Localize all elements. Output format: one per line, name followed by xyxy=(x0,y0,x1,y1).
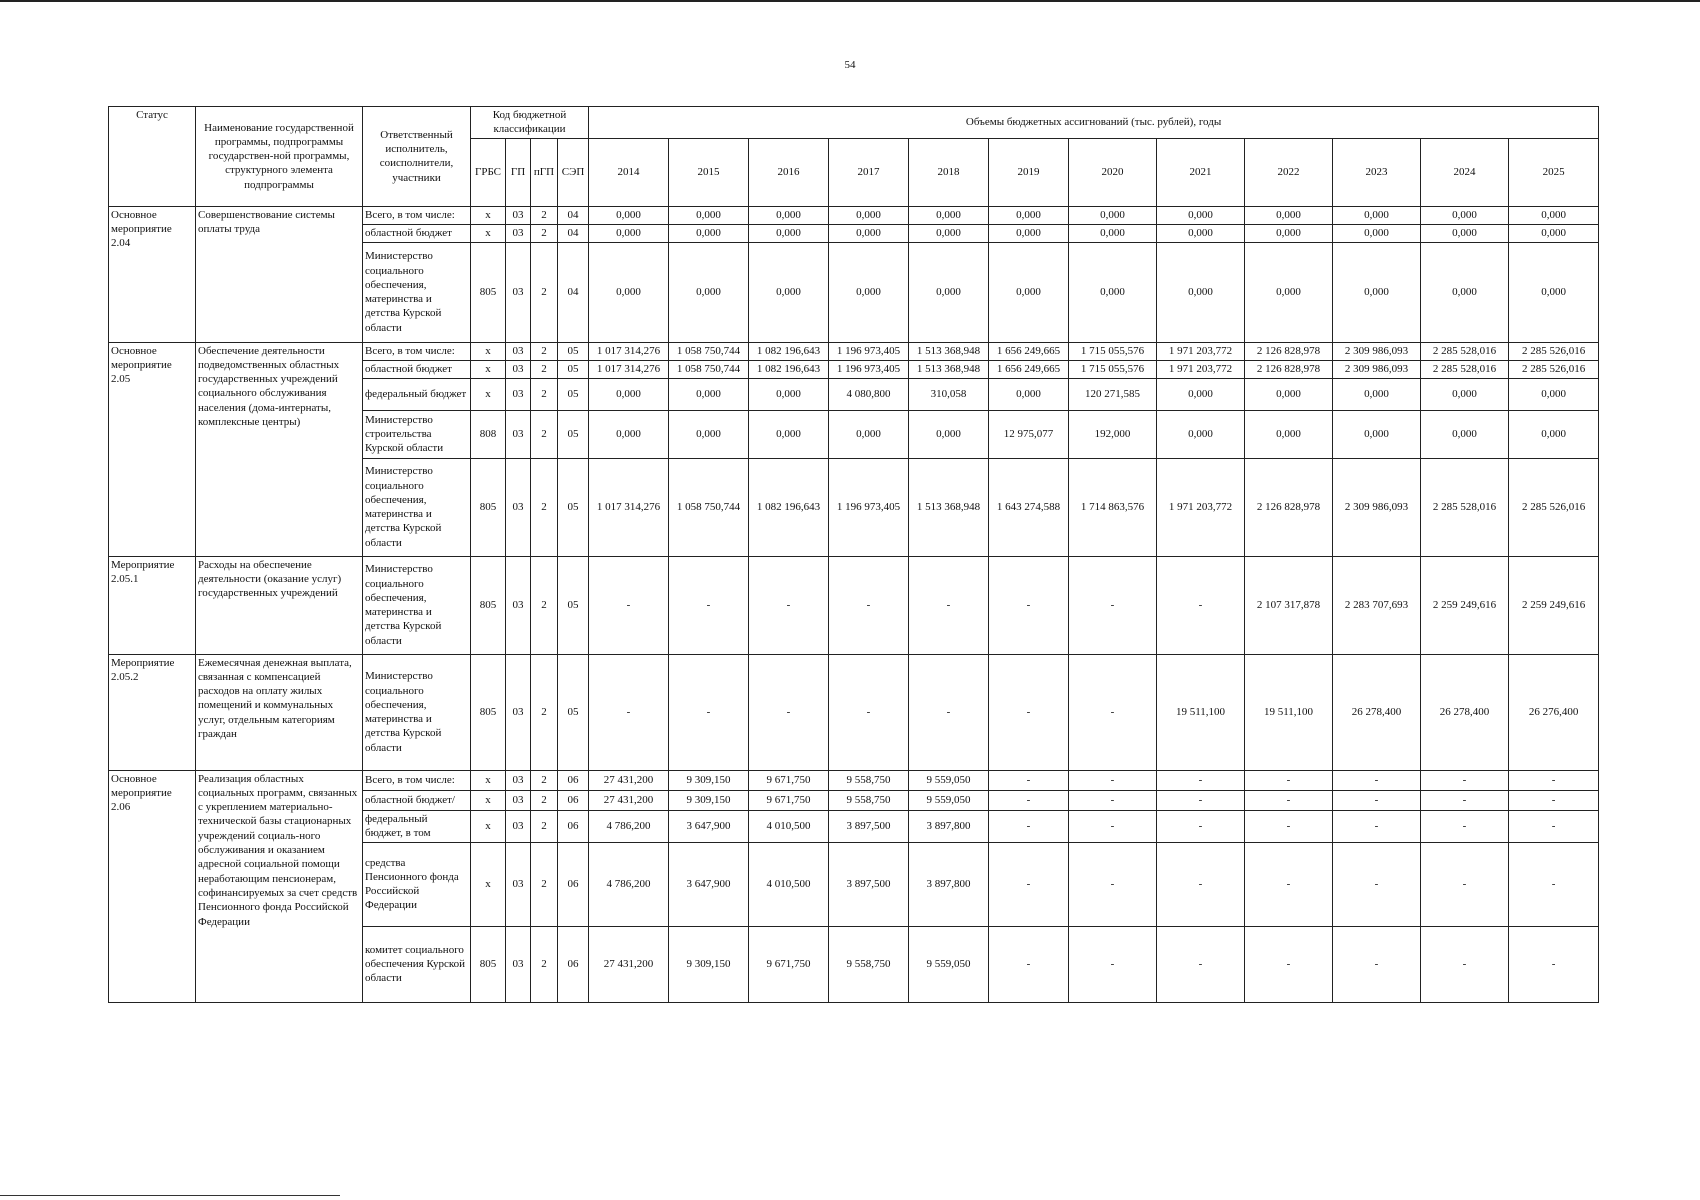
value-cell: 1 715 055,576 xyxy=(1069,342,1157,360)
header-year-5: 2019 xyxy=(989,138,1069,206)
value-cell: 1 656 249,665 xyxy=(989,342,1069,360)
header-code-3: СЭП xyxy=(558,138,589,206)
value-cell: 3 647,900 xyxy=(669,842,749,926)
header-status: Статус xyxy=(109,107,196,207)
value-cell: 0,000 xyxy=(749,206,829,224)
value-cell: - xyxy=(1421,926,1509,1002)
status-cell: Основное мероприятие 2.05 xyxy=(109,342,196,556)
value-cell: 2 285 526,016 xyxy=(1509,342,1599,360)
code-cell: 2 xyxy=(531,458,558,556)
code-cell: 805 xyxy=(471,458,506,556)
code-cell: 2 xyxy=(531,360,558,378)
header-year-3: 2017 xyxy=(829,138,909,206)
value-cell: 0,000 xyxy=(1509,410,1599,458)
code-cell: x xyxy=(471,810,506,842)
value-cell: 0,000 xyxy=(1245,224,1333,242)
code-cell: 03 xyxy=(506,410,531,458)
value-cell: 2 126 828,978 xyxy=(1245,458,1333,556)
value-cell: 0,000 xyxy=(1509,378,1599,410)
table-row xyxy=(109,770,1599,790)
table-row xyxy=(109,556,1599,654)
code-cell: 03 xyxy=(506,556,531,654)
code-cell: 04 xyxy=(558,224,589,242)
value-cell: 0,000 xyxy=(1421,206,1509,224)
value-cell: - xyxy=(1069,556,1157,654)
value-cell: 0,000 xyxy=(1245,206,1333,224)
value-cell: 1 196 973,405 xyxy=(829,360,909,378)
value-cell: 1 017 314,276 xyxy=(589,360,669,378)
executor-cell: Министерство социального обеспечения, материнства и детства Курской области xyxy=(363,242,471,342)
value-cell: 0,000 xyxy=(1245,242,1333,342)
value-cell: 1 971 203,772 xyxy=(1157,342,1245,360)
code-cell: 2 xyxy=(531,654,558,770)
value-cell: 0,000 xyxy=(589,242,669,342)
value-cell: 1 971 203,772 xyxy=(1157,360,1245,378)
value-cell: - xyxy=(1157,770,1245,790)
value-cell: 0,000 xyxy=(909,224,989,242)
code-cell: 06 xyxy=(558,926,589,1002)
value-cell: 1 058 750,744 xyxy=(669,458,749,556)
value-cell: 1 513 368,948 xyxy=(909,342,989,360)
value-cell: 0,000 xyxy=(989,378,1069,410)
value-cell: 0,000 xyxy=(589,410,669,458)
header-volumes: Объемы бюджетных ассигнований (тыс. рублей), годы xyxy=(589,107,1599,139)
value-cell: 0,000 xyxy=(1333,410,1421,458)
value-cell: 0,000 xyxy=(589,206,669,224)
executor-cell: Всего, в том числе: xyxy=(363,342,471,360)
value-cell: 4 786,200 xyxy=(589,842,669,926)
value-cell: 12 975,077 xyxy=(989,410,1069,458)
value-cell: - xyxy=(1333,842,1421,926)
code-cell: 03 xyxy=(506,224,531,242)
code-cell: 03 xyxy=(506,790,531,810)
code-cell: 06 xyxy=(558,770,589,790)
value-cell: 26 278,400 xyxy=(1421,654,1509,770)
code-cell: 05 xyxy=(558,654,589,770)
code-cell: x xyxy=(471,770,506,790)
code-cell: x xyxy=(471,378,506,410)
code-cell: x xyxy=(471,206,506,224)
value-cell: 310,058 xyxy=(909,378,989,410)
value-cell: - xyxy=(1069,926,1157,1002)
value-cell: 0,000 xyxy=(909,410,989,458)
executor-cell: Министерство социального обеспечения, материнства и детства Курской области xyxy=(363,556,471,654)
code-cell: x xyxy=(471,790,506,810)
table-row xyxy=(109,654,1599,770)
code-cell: 05 xyxy=(558,360,589,378)
code-cell: 03 xyxy=(506,360,531,378)
value-cell: 0,000 xyxy=(1157,378,1245,410)
value-cell: 0,000 xyxy=(989,224,1069,242)
code-cell: 805 xyxy=(471,556,506,654)
header-year-9: 2023 xyxy=(1333,138,1421,206)
code-cell: 805 xyxy=(471,654,506,770)
value-cell: 0,000 xyxy=(829,206,909,224)
value-cell: - xyxy=(989,654,1069,770)
value-cell: - xyxy=(1509,790,1599,810)
code-cell: 06 xyxy=(558,842,589,926)
value-cell: 0,000 xyxy=(1245,378,1333,410)
header-year-0: 2014 xyxy=(589,138,669,206)
code-cell: 2 xyxy=(531,810,558,842)
value-cell: - xyxy=(1069,810,1157,842)
value-cell: - xyxy=(749,556,829,654)
value-cell: 19 511,100 xyxy=(1157,654,1245,770)
value-cell: - xyxy=(1245,810,1333,842)
value-cell: 2 285 526,016 xyxy=(1509,360,1599,378)
code-cell: 805 xyxy=(471,242,506,342)
value-cell: 0,000 xyxy=(1157,224,1245,242)
value-cell: 0,000 xyxy=(829,224,909,242)
value-cell: - xyxy=(1509,926,1599,1002)
code-cell: 805 xyxy=(471,926,506,1002)
header-code-1: ГП xyxy=(506,138,531,206)
name-cell: Совершенствование системы оплаты труда xyxy=(196,206,363,342)
value-cell: - xyxy=(1421,790,1509,810)
value-cell: 2 259 249,616 xyxy=(1509,556,1599,654)
value-cell: - xyxy=(669,556,749,654)
header-year-11: 2025 xyxy=(1509,138,1599,206)
code-cell: 05 xyxy=(558,378,589,410)
code-cell: 03 xyxy=(506,378,531,410)
value-cell: 0,000 xyxy=(589,224,669,242)
bottom-line xyxy=(0,1195,340,1196)
value-cell: - xyxy=(1245,770,1333,790)
value-cell: 2 126 828,978 xyxy=(1245,360,1333,378)
code-cell: x xyxy=(471,842,506,926)
value-cell: 2 309 986,093 xyxy=(1333,342,1421,360)
value-cell: 0,000 xyxy=(1245,410,1333,458)
value-cell: 2 309 986,093 xyxy=(1333,458,1421,556)
code-cell: x xyxy=(471,342,506,360)
header-year-6: 2020 xyxy=(1069,138,1157,206)
code-cell: 06 xyxy=(558,810,589,842)
status-cell: Основное мероприятие 2.04 xyxy=(109,206,196,342)
value-cell: 0,000 xyxy=(829,242,909,342)
value-cell: - xyxy=(589,556,669,654)
value-cell: - xyxy=(1245,790,1333,810)
value-cell: 4 010,500 xyxy=(749,810,829,842)
value-cell: 1 513 368,948 xyxy=(909,458,989,556)
value-cell: - xyxy=(1069,790,1157,810)
value-cell: - xyxy=(989,842,1069,926)
code-cell: x xyxy=(471,360,506,378)
value-cell: 192,000 xyxy=(1069,410,1157,458)
value-cell: 0,000 xyxy=(749,224,829,242)
value-cell: 2 285 528,016 xyxy=(1421,360,1509,378)
executor-cell: федеральный бюджет xyxy=(363,378,471,410)
header-year-10: 2024 xyxy=(1421,138,1509,206)
executor-cell: федеральный бюджет, в том xyxy=(363,810,471,842)
value-cell: 0,000 xyxy=(1333,242,1421,342)
value-cell: 1 714 863,576 xyxy=(1069,458,1157,556)
value-cell: 0,000 xyxy=(1069,224,1157,242)
value-cell: 1 058 750,744 xyxy=(669,360,749,378)
table-body xyxy=(109,206,1599,1002)
header-year-8: 2022 xyxy=(1245,138,1333,206)
value-cell: 3 647,900 xyxy=(669,810,749,842)
value-cell: 9 558,750 xyxy=(829,770,909,790)
value-cell: - xyxy=(1509,842,1599,926)
executor-cell: областной бюджет/ xyxy=(363,790,471,810)
executor-cell: областной бюджет xyxy=(363,360,471,378)
code-cell: 2 xyxy=(531,206,558,224)
value-cell: 1 513 368,948 xyxy=(909,360,989,378)
value-cell: 2 283 707,693 xyxy=(1333,556,1421,654)
code-cell: 03 xyxy=(506,654,531,770)
header-year-7: 2021 xyxy=(1157,138,1245,206)
value-cell: - xyxy=(1157,556,1245,654)
value-cell: 3 897,500 xyxy=(829,842,909,926)
value-cell: - xyxy=(1333,790,1421,810)
value-cell: 0,000 xyxy=(1421,378,1509,410)
value-cell: - xyxy=(1245,926,1333,1002)
value-cell: 0,000 xyxy=(1509,206,1599,224)
value-cell: - xyxy=(1069,770,1157,790)
value-cell: 1 017 314,276 xyxy=(589,342,669,360)
page-number: 54 xyxy=(844,59,856,71)
value-cell: 0,000 xyxy=(909,242,989,342)
value-cell: - xyxy=(1069,654,1157,770)
code-cell: 2 xyxy=(531,790,558,810)
value-cell: - xyxy=(669,654,749,770)
value-cell: - xyxy=(989,770,1069,790)
header-executor: Ответственный исполнитель, соисполнители, участники xyxy=(363,107,471,207)
value-cell: 4 080,800 xyxy=(829,378,909,410)
value-cell: 1 656 249,665 xyxy=(989,360,1069,378)
value-cell: 1 971 203,772 xyxy=(1157,458,1245,556)
value-cell: 9 671,750 xyxy=(749,790,829,810)
value-cell: - xyxy=(1157,926,1245,1002)
value-cell: 0,000 xyxy=(1421,224,1509,242)
value-cell: 1 017 314,276 xyxy=(589,458,669,556)
value-cell: 0,000 xyxy=(1421,242,1509,342)
value-cell: 9 309,150 xyxy=(669,770,749,790)
value-cell: - xyxy=(909,654,989,770)
value-cell: 2 285 528,016 xyxy=(1421,342,1509,360)
value-cell: 27 431,200 xyxy=(589,926,669,1002)
value-cell: - xyxy=(989,810,1069,842)
code-cell: 05 xyxy=(558,458,589,556)
value-cell: 0,000 xyxy=(1157,206,1245,224)
code-cell: 03 xyxy=(506,458,531,556)
code-cell: 04 xyxy=(558,242,589,342)
value-cell: - xyxy=(749,654,829,770)
value-cell: - xyxy=(1421,810,1509,842)
code-cell: 03 xyxy=(506,206,531,224)
value-cell: - xyxy=(989,926,1069,1002)
code-cell: 04 xyxy=(558,206,589,224)
executor-cell: Всего, в том числе: xyxy=(363,770,471,790)
value-cell: 2 309 986,093 xyxy=(1333,360,1421,378)
code-cell: 808 xyxy=(471,410,506,458)
value-cell: 3 897,800 xyxy=(909,810,989,842)
value-cell: - xyxy=(1421,770,1509,790)
status-cell: Основное мероприятие 2.06 xyxy=(109,770,196,1002)
code-cell: 03 xyxy=(506,342,531,360)
value-cell: - xyxy=(1069,842,1157,926)
value-cell: 2 107 317,878 xyxy=(1245,556,1333,654)
executor-cell: средства Пенсионного фонда Российской Федерации xyxy=(363,842,471,926)
executor-cell: Министерство социального обеспечения, материнства и детства Курской области xyxy=(363,654,471,770)
value-cell: 0,000 xyxy=(669,224,749,242)
value-cell: 0,000 xyxy=(989,242,1069,342)
top-border-line xyxy=(0,0,1700,2)
code-cell: 03 xyxy=(506,926,531,1002)
table-row xyxy=(109,206,1599,224)
value-cell: 1 196 973,405 xyxy=(829,458,909,556)
value-cell: 0,000 xyxy=(1333,206,1421,224)
value-cell: 2 285 528,016 xyxy=(1421,458,1509,556)
budget-table xyxy=(108,106,1599,1003)
value-cell: 2 259 249,616 xyxy=(1421,556,1509,654)
value-cell: 9 559,050 xyxy=(909,790,989,810)
value-cell: 0,000 xyxy=(589,378,669,410)
header-name: Наименование государственной программы, подпрограммы государствен-ной программы, структурного элемента подпрограммы xyxy=(196,107,363,207)
value-cell: 9 558,750 xyxy=(829,790,909,810)
header-budget-code: Код бюджетной классификации xyxy=(471,107,589,139)
code-cell: 2 xyxy=(531,770,558,790)
value-cell: 0,000 xyxy=(1333,224,1421,242)
table-row xyxy=(109,342,1599,360)
code-cell: 2 xyxy=(531,926,558,1002)
value-cell: - xyxy=(1333,926,1421,1002)
value-cell: 0,000 xyxy=(989,206,1069,224)
code-cell: x xyxy=(471,224,506,242)
value-cell: - xyxy=(1157,842,1245,926)
value-cell: - xyxy=(1333,770,1421,790)
value-cell: - xyxy=(1333,810,1421,842)
value-cell: 0,000 xyxy=(749,410,829,458)
value-cell: 4 786,200 xyxy=(589,810,669,842)
value-cell: 2 126 828,978 xyxy=(1245,342,1333,360)
header-year-1: 2015 xyxy=(669,138,749,206)
status-cell: Мероприятие 2.05.2 xyxy=(109,654,196,770)
value-cell: 0,000 xyxy=(669,242,749,342)
value-cell: 0,000 xyxy=(669,410,749,458)
header-code-0: ГРБС xyxy=(471,138,506,206)
value-cell: 1 082 196,643 xyxy=(749,342,829,360)
value-cell: 0,000 xyxy=(1509,242,1599,342)
executor-cell: Всего, в том числе: xyxy=(363,206,471,224)
value-cell: 9 309,150 xyxy=(669,926,749,1002)
value-cell: - xyxy=(1157,790,1245,810)
value-cell: 9 671,750 xyxy=(749,770,829,790)
header-code-2: пГП xyxy=(531,138,558,206)
name-cell: Расходы на обеспечение деятельности (оказание услуг) государственных учреждений xyxy=(196,556,363,654)
executor-cell: областной бюджет xyxy=(363,224,471,242)
value-cell: 4 010,500 xyxy=(749,842,829,926)
value-cell: 9 558,750 xyxy=(829,926,909,1002)
status-cell: Мероприятие 2.05.1 xyxy=(109,556,196,654)
value-cell: 0,000 xyxy=(669,206,749,224)
code-cell: 03 xyxy=(506,242,531,342)
name-cell: Реализация областных социальных программ, связанных с укреплением материально-технической базы стационарных учреждений социаль-ного обслуживания и оказанием адресной социальной помощи неработающим пенсионерам, софинансируемых за счет средств Пенсионного фонда Российской Федерации xyxy=(196,770,363,1002)
value-cell: 0,000 xyxy=(749,378,829,410)
code-cell: 2 xyxy=(531,378,558,410)
value-cell: 0,000 xyxy=(1509,224,1599,242)
code-cell: 05 xyxy=(558,410,589,458)
value-cell: 26 276,400 xyxy=(1509,654,1599,770)
value-cell: 2 285 526,016 xyxy=(1509,458,1599,556)
value-cell: 1 715 055,576 xyxy=(1069,360,1157,378)
value-cell: 1 058 750,744 xyxy=(669,342,749,360)
value-cell: 1 082 196,643 xyxy=(749,458,829,556)
value-cell: 0,000 xyxy=(909,206,989,224)
value-cell: - xyxy=(829,654,909,770)
code-cell: 2 xyxy=(531,242,558,342)
name-cell: Обеспечение деятельности подведомственных областных государственных учреждений социального обслуживания населения (дома-интернаты, комплексные центры) xyxy=(196,342,363,556)
code-cell: 06 xyxy=(558,790,589,810)
value-cell: - xyxy=(589,654,669,770)
value-cell: 3 897,800 xyxy=(909,842,989,926)
executor-cell: Министерство строительства Курской области xyxy=(363,410,471,458)
value-cell: 1 196 973,405 xyxy=(829,342,909,360)
value-cell: - xyxy=(829,556,909,654)
code-cell: 2 xyxy=(531,842,558,926)
code-cell: 2 xyxy=(531,224,558,242)
value-cell: 0,000 xyxy=(1069,242,1157,342)
name-cell: Ежемесячная денежная выплата, связанная с компенсацией расходов на оплату жилых помещений и коммунальных услуг, отдельным категориям граждан xyxy=(196,654,363,770)
value-cell: 27 431,200 xyxy=(589,790,669,810)
value-cell: - xyxy=(1421,842,1509,926)
header-year-2: 2016 xyxy=(749,138,829,206)
executor-cell: комитет социального обеспечения Курской области xyxy=(363,926,471,1002)
value-cell: 0,000 xyxy=(669,378,749,410)
value-cell: 19 511,100 xyxy=(1245,654,1333,770)
value-cell: 0,000 xyxy=(1157,242,1245,342)
value-cell: - xyxy=(1245,842,1333,926)
value-cell: 0,000 xyxy=(749,242,829,342)
value-cell: 9 559,050 xyxy=(909,770,989,790)
value-cell: 26 278,400 xyxy=(1333,654,1421,770)
executor-cell: Министерство социального обеспечения, материнства и детства Курской области xyxy=(363,458,471,556)
value-cell: 1 082 196,643 xyxy=(749,360,829,378)
code-cell: 2 xyxy=(531,342,558,360)
value-cell: 0,000 xyxy=(829,410,909,458)
value-cell: - xyxy=(1157,810,1245,842)
code-cell: 05 xyxy=(558,342,589,360)
value-cell: 0,000 xyxy=(1069,206,1157,224)
value-cell: 9 671,750 xyxy=(749,926,829,1002)
value-cell: 120 271,585 xyxy=(1069,378,1157,410)
code-cell: 05 xyxy=(558,556,589,654)
value-cell: 9 309,150 xyxy=(669,790,749,810)
value-cell: 0,000 xyxy=(1421,410,1509,458)
header-year-4: 2018 xyxy=(909,138,989,206)
value-cell: - xyxy=(909,556,989,654)
value-cell: - xyxy=(989,556,1069,654)
code-cell: 2 xyxy=(531,556,558,654)
value-cell: 27 431,200 xyxy=(589,770,669,790)
code-cell: 03 xyxy=(506,770,531,790)
code-cell: 2 xyxy=(531,410,558,458)
value-cell: - xyxy=(1509,810,1599,842)
code-cell: 03 xyxy=(506,810,531,842)
value-cell: - xyxy=(989,790,1069,810)
value-cell: 9 559,050 xyxy=(909,926,989,1002)
value-cell: 0,000 xyxy=(1333,378,1421,410)
code-cell: 03 xyxy=(506,842,531,926)
value-cell: 0,000 xyxy=(1157,410,1245,458)
value-cell: 1 643 274,588 xyxy=(989,458,1069,556)
value-cell: - xyxy=(1509,770,1599,790)
value-cell: 3 897,500 xyxy=(829,810,909,842)
